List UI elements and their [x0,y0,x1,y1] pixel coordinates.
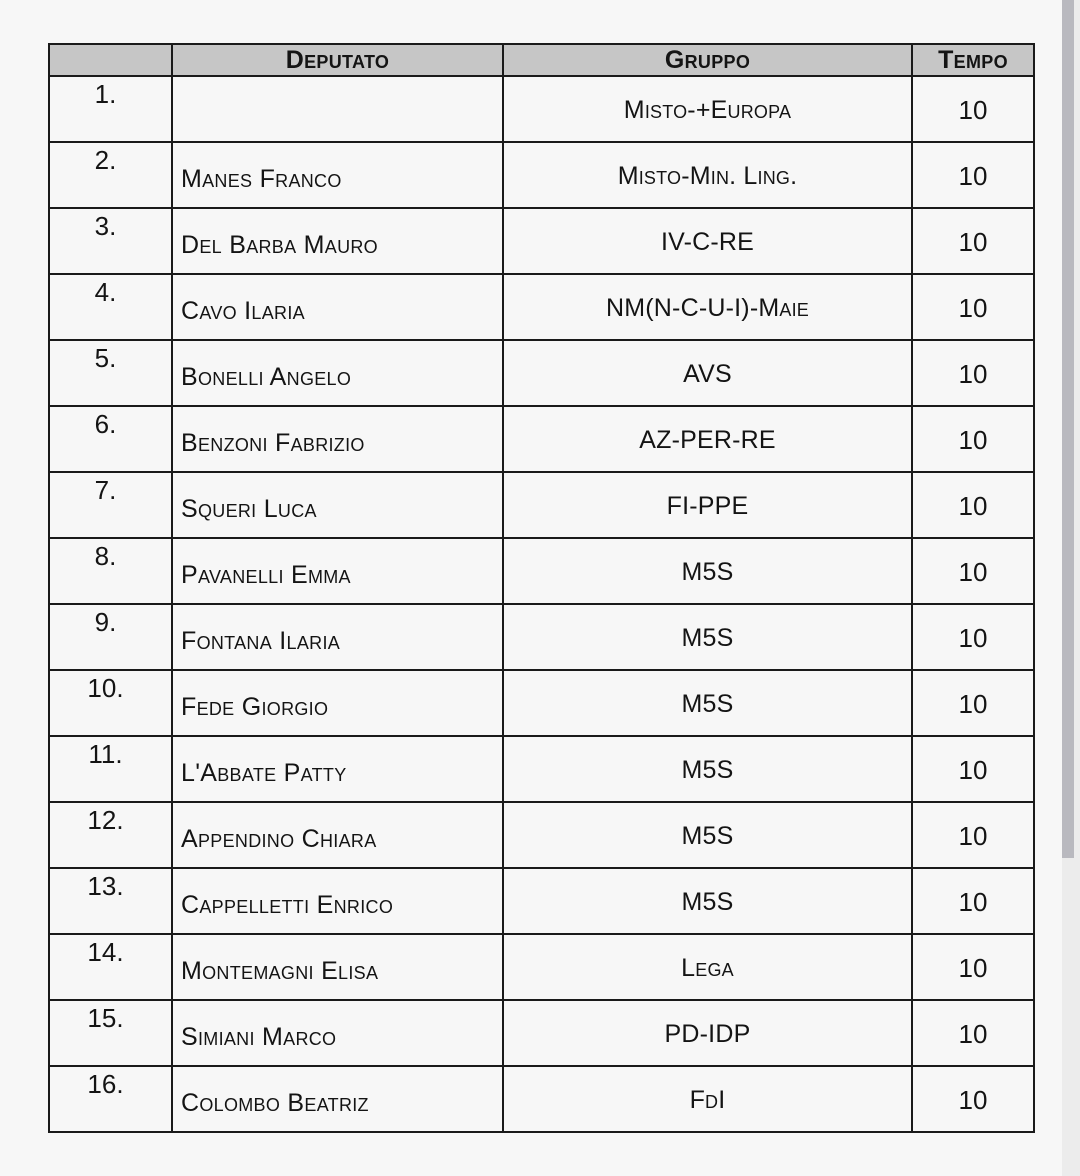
table-row [49,1000,1034,1066]
time-value: 10 [912,934,1034,1000]
group-name: M5S [503,868,912,934]
row-number: 1. [49,76,172,142]
group-name: FdI [503,1066,912,1132]
row-number: 15. [49,1000,172,1066]
group-name: NM(N-C-U-I)-Maie [503,274,912,340]
deputy-name: L'Abbate Patty [172,736,503,802]
group-name: M5S [503,736,912,802]
table-row [49,340,1034,406]
row-number: 14. [49,934,172,1000]
deputy-name: Pavanelli Emma [172,538,503,604]
time-value: 10 [912,1066,1034,1132]
row-number: 6. [49,406,172,472]
scrollbar-thumb[interactable] [1062,0,1074,858]
group-name: AVS [503,340,912,406]
group-name: FI-PPE [503,472,912,538]
deputy-name: Benzoni Fabrizio [172,406,503,472]
table-row [49,604,1034,670]
group-name: Lega [503,934,912,1000]
time-value: 10 [912,142,1034,208]
deputy-name: Manes Franco [172,142,503,208]
group-name: M5S [503,604,912,670]
table-row [49,736,1034,802]
row-number: 7. [49,472,172,538]
header-time: Tempo [912,44,1034,76]
row-number: 5. [49,340,172,406]
table-row [49,76,1034,142]
row-number: 2. [49,142,172,208]
group-name: M5S [503,538,912,604]
deputy-name: Bonelli Angelo [172,340,503,406]
header-deputy: Deputato [172,44,503,76]
table-row [49,406,1034,472]
row-number: 12. [49,802,172,868]
deputy-name: Simiani Marco [172,1000,503,1066]
deputy-name: Appendino Chiara [172,802,503,868]
header-number [49,44,172,76]
group-name: M5S [503,802,912,868]
time-value: 10 [912,868,1034,934]
time-value: 10 [912,670,1034,736]
table-row [49,670,1034,736]
time-value: 10 [912,274,1034,340]
time-value: 10 [912,604,1034,670]
time-value: 10 [912,736,1034,802]
group-name: AZ-PER-RE [503,406,912,472]
deputy-name: Fede Giorgio [172,670,503,736]
speakers-table [48,43,1035,1133]
table-row [49,274,1034,340]
row-number: 11. [49,736,172,802]
deputy-name: Montemagni Elisa [172,934,503,1000]
group-name: IV-C-RE [503,208,912,274]
deputy-name: Del Barba Mauro [172,208,503,274]
table-row [49,802,1034,868]
table-row [49,538,1034,604]
deputy-name: Cavo Ilaria [172,274,503,340]
time-value: 10 [912,1000,1034,1066]
table-row [49,934,1034,1000]
row-number: 4. [49,274,172,340]
row-number: 13. [49,868,172,934]
time-value: 10 [912,340,1034,406]
deputy-name: Squeri Luca [172,472,503,538]
time-value: 10 [912,472,1034,538]
row-number: 9. [49,604,172,670]
time-value: 10 [912,802,1034,868]
table-row [49,1066,1034,1132]
time-value: 10 [912,406,1034,472]
scrollbar[interactable] [1062,0,1080,1176]
deputy-name: Cappelletti Enrico [172,868,503,934]
row-number: 10. [49,670,172,736]
table-row [49,868,1034,934]
time-value: 10 [912,208,1034,274]
time-value: 10 [912,538,1034,604]
header-group: Gruppo [503,44,912,76]
table-row [49,208,1034,274]
group-name: Misto-+Europa [503,76,912,142]
row-number: 3. [49,208,172,274]
group-name: Misto-Min. Ling. [503,142,912,208]
group-name: PD-IDP [503,1000,912,1066]
time-value: 10 [912,76,1034,142]
table-body [49,76,1034,1132]
deputy-name: Fontana Ilaria [172,604,503,670]
deputy-name [172,76,503,142]
table-row [49,472,1034,538]
row-number: 8. [49,538,172,604]
group-name: M5S [503,670,912,736]
table-header-row [49,44,1034,76]
deputy-name: Colombo Beatriz [172,1066,503,1132]
row-number: 16. [49,1066,172,1132]
table-row [49,142,1034,208]
